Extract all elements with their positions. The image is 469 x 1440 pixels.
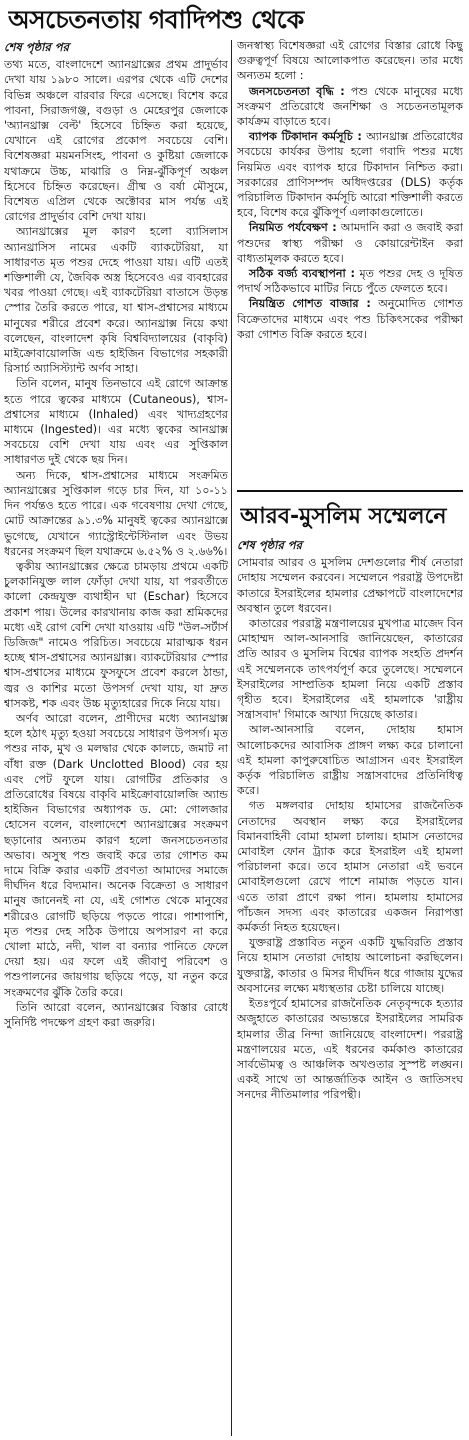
- item-text: পশু থেকে মানুষের মধ্যে সংক্রমণ প্রতিরোধে জনশিক্ষা ও সচেতনতামূলক কার্যক্রম বাড়াতে হবে।: [237, 84, 463, 129]
- list-item: [237, 129, 463, 220]
- section-divider: [237, 490, 463, 492]
- paragraph: জনস্বাস্থ্য বিশেষজ্ঞরা এই রোগের বিস্তার রোধে কিছু গুরুত্বপূর্ণ বিষয়ে আলোকপাত করেছেন। তার মধ্যে অন্যতম হলো :: [237, 39, 463, 83]
- paragraph: তিনি বলেন, মানুষ তিনভাবে এই রোগে আক্রান্ত হতে পারে ত্বকের মাধ্যমে (Cutaneous), শ্বাস-প্রশ্বাসের মাধ্যমে (Inhaled) এবং খাদ্যগ্রহণের মাধ্যমে (Ingested)। এর মধ্যে ত্বকের আনথ্রাক্স সবচেয়ে বেশি দেখা যায় এবং এর সুপ্তিকাল সাধারণত দুই থেকে ছয় দিন।: [4, 377, 228, 467]
- paragraph: অ্যানথ্রাক্সের মূল কারণ হলো ব্যাসিলাস অ্যানথ্রাসিস নামের একটি ব্যাকটেরিয়া, যা সাধারণত মৃত পশুর দেহে পাওয়া যায়। এটি এতই শক্তিশালী যে, জৈবিক অস্ত্র হিসেবেও এর ব্যবহারের খবর পাওয়া গেছে। এই ব্যাকটেরিয়া বাতাসে উড়ন্ত স্পোর তৈরি করতে পারে, যা শ্বাস-প্রশ্বাসের মাধ্যমে মানুষের শরীরে প্রবেশ করে। অ্যানথ্রাক্স নিয়ে কথা বলেছেন, বাংলাদেশ কৃষি বিশ্ববিদ্যালয়ের (বাকৃবি) মাইক্রোবায়োলজি এন্ড হাইজিন বিভাগের সহকারী রিসার্চ অ্যাসিস্ট্যান্ট অর্ণব সাহা।: [4, 225, 228, 376]
- item-text: অনুমোদিত গোশত বিক্রেতাদের মাধ্যমে এবং পশু চিকিৎসকের পরীক্ষা করা গোশত বিক্রি করতে হবে।: [237, 297, 463, 341]
- main-headline: অসচেতনতায় গবাদিপশু থেকে: [8, 5, 304, 34]
- paragraph: তথ্য মতে, বাংলাদেশে অ্যানথ্রাক্সের প্রথম প্রাদুর্ভাব দেখা যায় ১৯৮০ সালে। এরপর থেকে এটি দেশের বিভিন্ন অঞ্চলে বারবার ফিরে এসেছে। বিশেষ করে পাবনা, সিরাজগঞ্জ, বগুড়া ও মেহেরপুর জেলাকে 'অ্যানথ্রাক্স বেল্ট' হিসেবে চিহ্নিত করা হয়েছে, যেখানে এই রোগের প্রকোপ সবচেয়ে বেশি। বিশেষজ্ঞরা ময়মনসিংহ, পাবনা ও কুষ্টিয়া জেলাকে যথাক্রমে উচ্চ, মাঝারি ও নিম্ন-ঝুঁকিপূর্ণ অঞ্চল হিসেবে চিহ্নিত করেছেন। গ্রীষ্ম ও বর্ষা মৌসুমে, বিশেষত এপ্রিল থেকে অক্টোবর মাস পর্যন্ত এই রোগের প্রাদুর্ভাব বেশি দেখা যায়।: [4, 58, 228, 224]
- list-item: [237, 220, 463, 266]
- paragraph: যুক্তরাষ্ট্র প্রস্তাবিত নতুন একটি যুদ্ধবিরতি প্রস্তাব নিয়ে হামাস নেতারা দোহায় আলোচনা করছিলেন। যুক্তরাষ্ট্র, কাতার ও মিসর দীর্ঘদিন ধরে গাজায় যুদ্ধের অবসানের লক্ষ্যে মধ্যস্থতার চেষ্টা চালিয়ে যাচ্ছে।: [237, 936, 463, 995]
- list-item: [237, 296, 463, 342]
- item-title: জনসচেতনতা বৃদ্ধি :: [249, 84, 345, 98]
- item-text: আমদানি করা ও জবাই করা পশুদের স্বাস্থ্য পরীক্ষা ও কোয়ারেন্টাইন করা বাধ্যতামূলক করতে হবে।: [237, 221, 463, 265]
- paragraph: কাতারের পররাষ্ট্র মন্ত্রণালয়ের মুখপাত্র মাজেদ বিন মোহাম্মদ আল-আনসারি জানিয়েছেন, কাতারের প্রতি আরব ও মুসলিম বিশ্বের ব্যাপক সংহতি প্রদর্শন এই সম্মেলনকে তাৎপর্যপূর্ণ করে তুলেছে। সম্মেলনে ইসরাইলের সাম্প্রতিক হামলা নিয়ে একটি প্রস্তাব গৃহীত হবে। ইসরাইলের এই হামলাকে 'রাষ্ট্রীয় সন্ত্রাসবাদ' গিমাকে আখ্যা দিয়েছে কাতার।: [237, 617, 463, 722]
- right-column-top: [237, 38, 463, 478]
- paragraph: গত মঙ্গলবার দোহায় হামাসের রাজনৈতিক নেতাদের অবস্থান লক্ষ্য করে ইসরাইলের বিমানবাহিনী বোমা হামলা চালায়। হামাস নেতাদের মোবাইল ফোন ট্র্যাক করে ইসরাইল এই হামলা পরিচালনা করে। তবে হামাস নেতারা এই ভবনে মোবাইলগুলো রেখে পাশে নামাজ পড়তে যান। এতে তারা প্রাণে রক্ষা পান। হামলায় হামাসের পাঁচজন সদস্য এবং কাতারের একজন নিরাপত্তা কর্মকর্তা নিহত হয়েছেন।: [237, 799, 463, 935]
- item-text: মৃত পশুর দেহ ও দূষিত পদার্থ সঠিকভাবে মাটির নিচে পুঁতে ফেলতে হবে।: [237, 267, 463, 296]
- continued-label: শেষ পৃষ্ঠার পর: [237, 538, 302, 552]
- item-title: সঠিক বর্জ্য ব্যবস্থাপনা :: [249, 267, 355, 281]
- item-text: অ্যানথ্রাক্স প্রতিরোধের সবচেয়ে কার্যকর উপায় হলো গবাদি পশুর মধ্যে নিয়মিত এবং ব্যাপক হারে টিকাদান নিশ্চিত করা। সরকারের প্রাণিসম্পদ অধিদপ্তরের (DLS) কর্তৃক পরিচালিত টিকাদান কর্মসূচি আরো শক্তিশালী করতে হবে, বিশেষ করে ঝুঁকিপূর্ণ এলাকাগুলোতে।: [237, 130, 463, 220]
- paragraph: ত্বকীয় অ্যানথ্রাক্সের ক্ষেত্রে চামড়ায় প্রথমে একটি চুলকানিযুক্ত লাল ফোঁড়া দেখা যায়, যা পরবর্তীতে কালো কেন্দ্রযুক্ত ব্যথাহীন ঘা (Eschar) হিসেবে প্রকাশ পায়। উলের কারখানায় কাজ করা শ্রমিকদের মধ্যে এই রোগ বেশি দেখা যাওয়ায় এটি "উল-সর্টার্স ডিজিজ" নামেও পরিচিত। সবচেয়ে মারাত্মক ধরন হচ্ছে শ্বাস-প্রশ্বাসের অ্যানথ্রাক্স। ব্যাকটেরিয়ার স্পোর শ্বাস-প্রশ্বাসের মাধ্যমে ফুসফুসে প্রবেশ করলে ঠান্ডা, জ্বর ও কাশির মতো উপসর্গ দেখা যায়, যা দ্রুত শ্বাসকষ্ট, শক এবং উচ্চ মৃত্যুহারের দিকে নিয়ে যায়।: [4, 559, 228, 710]
- item-title: ব্যাপক টিকাদান কর্মসূচি :: [249, 130, 362, 144]
- item-title: নিয়মিত পর্যবেক্ষণ :: [249, 221, 337, 235]
- paragraph: আল-আনসারি বলেন, দোহায় হামাস আলোচকদের আবাসিক প্রাঙ্গণ লক্ষ্য করে চালানো এই হামলা কাপুরুষোচিত আগ্রাসন এবং ইসরাইল কর্তৃক পরিচালিত রাষ্ট্রীয় সন্ত্রাসবাদের প্রতিনিধিত্ব করে।: [237, 723, 463, 798]
- column-divider: [231, 40, 232, 1436]
- paragraph: অন্য দিকে, শ্বাস-প্রশ্বাসের মাধ্যমে সংক্রমিত অ্যানথ্রাক্সের সুপ্তিকাল গড়ে চার দিন, যা ১০-১১ দিন পর্যন্তও হতে পারে। এক গবেষণায় দেখা গেছে, মোট আক্রান্তের ৯১.৩% মানুষই ত্বকের অ্যানথ্রাক্সে ভুগেছে, যেখানে গ্যাস্ট্রোইন্টেস্টিনাল এবং উভয় ধরনের সংক্রমণ ছিল যথাক্রমে ৬.৫২% ও ২.৬৬%।: [4, 468, 228, 558]
- paragraph: সোমবার আরব ও মুসলিম দেশগুলোর শীর্ষ নেতারা দোহায় সম্মেলন করবেন। সম্মেলনে পররাষ্ট্র উপদেষ্টা কাতারে ইসরাইলের হামলার প্রেক্ষাপটে বাংলাদেশের অবস্থান তুলে ধরবেন।: [237, 556, 463, 615]
- paragraph: ইতঃপূর্বে হামাসের রাজনৈতিক নেতৃবৃন্দকে হত্যার অজুহাতে কাতারের অভ্যন্তরে ইসরাইলের সামরিক হামলার তীব্র নিন্দা জানিয়েছে বাংলাদেশ। পররাষ্ট্র মন্ত্রণালয়ের মতে, এই ধরনের কর্মকাণ্ড কাতারের সার্বভৌমত্ব ও আঞ্চলিক অখণ্ডতার সুস্পষ্ট লঙ্ঘন। একই সাথে তা আন্তর্জাতিক আইন ও জাতিসংঘ সনদের নীতিমালার পরিপন্থী।: [237, 997, 463, 1102]
- left-column: [4, 40, 228, 1436]
- list-item: [237, 84, 463, 130]
- continued-label: শেষ পৃষ্ঠার পর: [4, 40, 69, 54]
- second-headline: আরব-মুসলিম সম্মেলনে: [240, 504, 447, 529]
- right-column-bottom: [237, 538, 463, 1436]
- paragraph: অর্ণব আরো বলেন, প্রাণীদের মধ্যে অ্যানথ্রাক্স হলে হঠাৎ মৃত্যু হওয়া সবচেয়ে সাধারণ উপসর্গ। মৃত পশুর নাক, মুখ ও মলদ্বার থেকে কালচে, জমাট না বাঁধা রক্ত (Dark Unclotted Blood) বের হয় এবং পেট ফুলে যায়। রোগটির প্রতিকার ও প্রতিরোধের বিষয়ে বাকৃবি মাইক্রোবায়োলজি অ্যান্ড হাইজিন বিভাগের অধ্যাপক ড. মো: গোলজার হোসেন বলেন, বাংলাদেশে অ্যানথ্রাক্সের সংক্রমণ ছড়ানোর অন্যতম কারণ হলো জনসচেতনতার অভাব। অসুস্থ পশু জবাই করে তার গোশত কম দামে বিক্রি করার একটি প্রবণতা আমাদের সমাজে দীর্ঘদিন ধরে বিদ্যমান। অনেক বিক্রেতা ও সাধারণ মানুষ জানেনই না যে, এই গোশত থেকে মানুষের শরীরেও রোগটি ছড়িয়ে পড়তে পারে। পাশাপাশি, মৃত পশুর দেহ সঠিক উপায়ে অপসারণ না করে খোলা মাঠে, নদী, খাল বা বন্যার পানিতে ফেলে দেয়া হয়। এর ফলে এই জীবাণু পরিবেশ ও পশুপালনের জায়গায় ছড়িয়ে পড়ে, যা নতুন করে সংক্রমণের ঝুঁকি তৈরি করে।: [4, 711, 228, 999]
- list-item: [237, 266, 463, 296]
- paragraph: তিনি আরো বলেন, অ্যানথ্রাক্সের বিস্তার রোধে সুনির্দিষ্ট পদক্ষেপ গ্রহণ করা জরুরি।: [4, 1000, 228, 1029]
- item-title: নিয়ন্ত্রিত গোশত বাজার :: [249, 297, 371, 311]
